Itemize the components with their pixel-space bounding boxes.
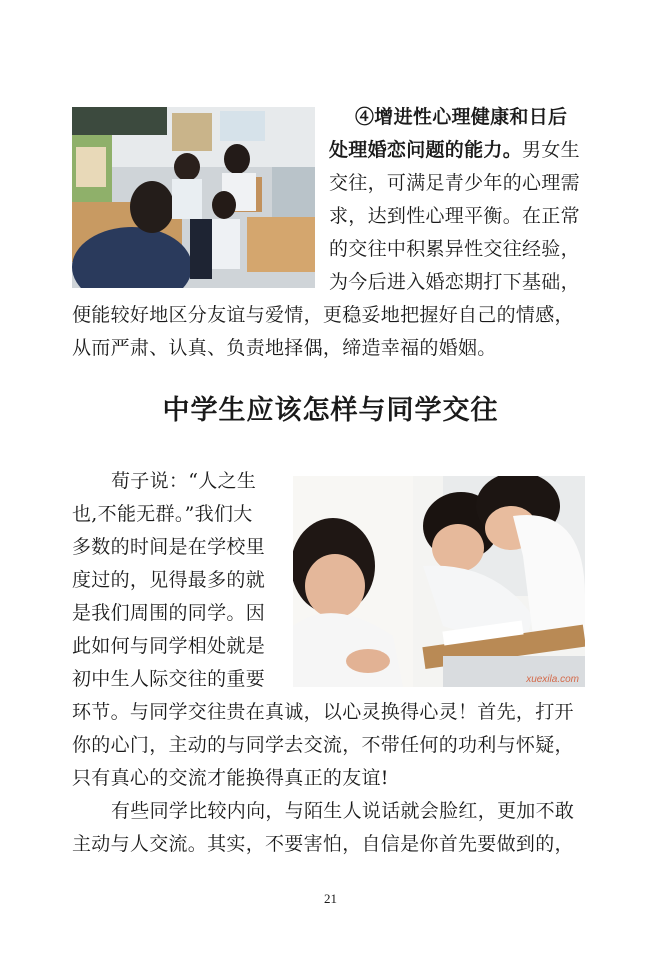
section2-full-line-2: 你的心门，主动的与同学去交流，不带任何的功利与怀疑， xyxy=(72,734,574,756)
section1-line4: 求，达到性心理平衡。在正常 xyxy=(329,205,580,227)
section2-wrap-line-6: 此如何与同学相处就是 xyxy=(72,635,266,657)
section2-wrap-line-4: 度过的，见得最多的就 xyxy=(72,569,266,591)
section1-line5: 的交往中积累异性交往经验， xyxy=(329,238,580,260)
section2-wrap-line-5: 是我们周围的同学。因 xyxy=(72,602,266,624)
section1-line8: 从而严肃、认真、负责地择偶，缔造幸福的婚姻。 xyxy=(72,337,497,359)
section2-full-line-4: 有些同学比较内向，与陌生人说话就会脸红，更加不敢 xyxy=(111,800,575,822)
section2-full-line-1: 环节。与同学交往贵在真诚，以心灵换得心灵！首先，打开 xyxy=(72,701,574,723)
section1-line2-rest: 男女生 xyxy=(522,139,580,161)
section1-line6: 为今后进入婚恋期打下基础， xyxy=(329,271,580,293)
section1-line2 xyxy=(329,139,580,161)
classroom-group-photo xyxy=(72,107,315,288)
section2-wrap-line-3: 多数的时间是在学校里 xyxy=(72,536,266,558)
section2-full-line-3: 只有真心的交流才能换得真正的友谊! xyxy=(72,767,389,789)
students-studying-photo xyxy=(293,476,585,687)
section2-wrap-line-7: 初中生人际交往的重要 xyxy=(72,668,266,690)
page-number: 21 xyxy=(324,891,337,906)
section2-wrap-line-1: 荀子说：“人之生 xyxy=(111,470,257,492)
section2-full-line-5: 主动与人交流。其实，不要害怕，自信是你首先要做到的， xyxy=(72,833,574,855)
photo-watermark: xuexila.com xyxy=(526,674,579,685)
section1-line1: ④增进性心理健康和日后 xyxy=(355,106,568,128)
section1-line3: 交往，可满足青少年的心理需 xyxy=(329,172,580,194)
section2-wrap-line-2: 也,不能无群。”我们大 xyxy=(72,503,253,525)
section1-line7: 便能较好地区分友谊与爱情，更稳妥地把握好自己的情感， xyxy=(72,304,574,326)
section1-heading-end: 处理婚恋问题的能力。 xyxy=(329,139,523,161)
section2-title: 中学生应该怎样与同学交往 xyxy=(162,395,499,426)
